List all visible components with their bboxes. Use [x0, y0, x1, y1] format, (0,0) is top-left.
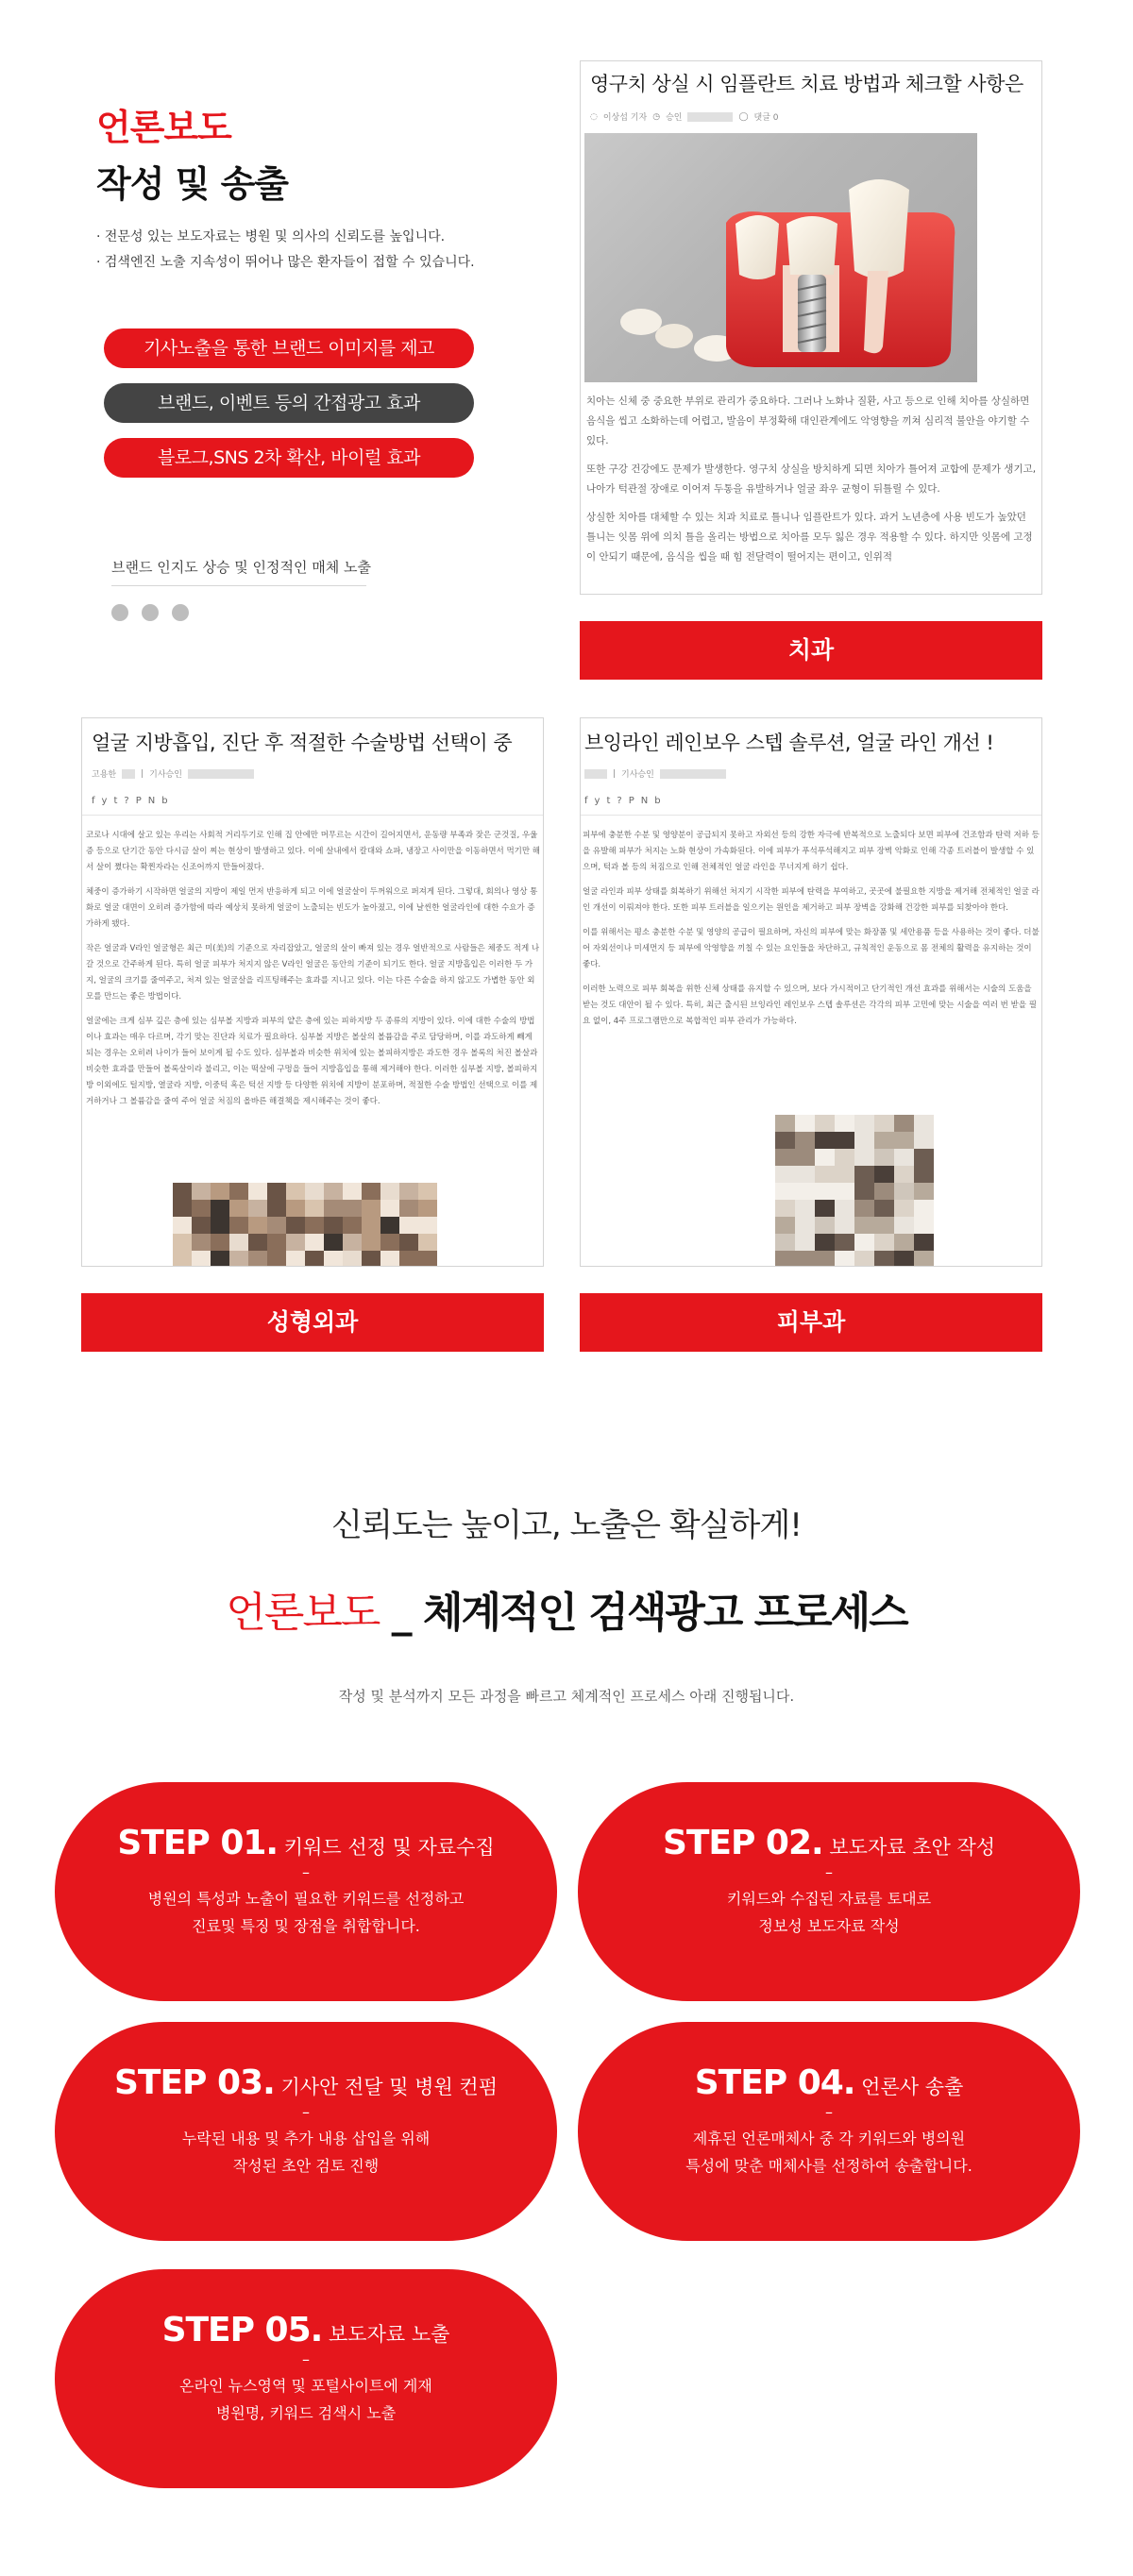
youtube-icon[interactable]: y [101, 796, 108, 806]
mosaic-tile [324, 1234, 343, 1251]
article-title: 브잉라인 레인보우 스텝 솔루션, 얼굴 라인 개선 ! [584, 732, 994, 754]
mosaic-tile [854, 1166, 874, 1183]
mosaic-tile [815, 1183, 835, 1200]
benefit-pill: 블로그,SNS 2차 확산, 바이럴 효과 [104, 438, 474, 478]
step-dash: – [302, 2350, 310, 2368]
mosaic-tile [343, 1183, 362, 1200]
mosaic-tile [914, 1217, 934, 1234]
mosaic-tile [815, 1166, 835, 1183]
naver-icon[interactable]: N [640, 796, 649, 806]
mosaic-tile [894, 1200, 914, 1217]
mosaic-tile [775, 1149, 795, 1166]
mosaic-tile [418, 1251, 437, 1267]
mosaic-tile [173, 1217, 192, 1234]
mosaic-tile [894, 1183, 914, 1200]
mosaic-tile [399, 1217, 418, 1234]
mosaic-tile [815, 1200, 835, 1217]
mosaic-tile [229, 1200, 248, 1217]
mosaic-tile [775, 1251, 795, 1267]
mosaic-tile [854, 1132, 874, 1149]
mosaic-tile [324, 1183, 343, 1200]
mosaic-tile [795, 1234, 815, 1251]
intro-bullet: · 검색엔진 노출 지속성이 뛰어나 많은 환자들이 접할 수 있습니다. [96, 255, 475, 270]
article-paragraph: 상실한 치아를 대체할 수 있는 치과 치료로 틀니나 임플란트가 있다. 과거 노년층에 사용 빈도가 높았던 틀니는 잇몸 위에 의치 틀을 올리는 방법으로 치아를 모두 잃은 경우 적용할 수 있다. 하지만 잇몸에 고정이 안되기 때문에, 음식을 씹을 때 힘 전달력이 떨어지는 편이고, 인위적 [586, 512, 1033, 563]
pixelated-photo [775, 1115, 934, 1267]
twitter-icon[interactable]: t [606, 796, 611, 806]
mosaic-tile [914, 1183, 934, 1200]
category-label-dental: 치과 [580, 621, 1042, 680]
mosaic-tile [267, 1200, 286, 1217]
process-subtitle: 신뢰도는 높이고, 노출은 확실하게! [331, 1507, 802, 1544]
article-paragraph: 치아는 신체 중 중요한 부위로 관리가 중요하다. 그러나 노화나 질환, 사고 등으로 인해 치아를 상실하면 음식을 씹고 소화하는데 어렵고, 발음이 부정확해 대인관계에도 악영향을 끼쳐 심리적 불안을 야기할 수 있다. [586, 396, 1030, 446]
mosaic-tile [418, 1200, 437, 1217]
mosaic-tile [894, 1251, 914, 1267]
section-title-black: 작성 및 송출 [96, 163, 288, 205]
process-step-3 [55, 2022, 557, 2241]
blurred-date [687, 112, 733, 122]
mosaic-tile [795, 1251, 815, 1267]
article-author: 고용한 [92, 770, 117, 780]
step-description: 정보성 보도자료 작성 [758, 1917, 900, 1935]
article-date-label: 기사승인 [621, 770, 654, 780]
pinterest-icon[interactable]: P [135, 796, 142, 806]
mosaic-tile [192, 1217, 211, 1234]
mosaic-tile [192, 1200, 211, 1217]
process-step-4 [578, 2022, 1080, 2241]
step-number: STEP 04. [694, 2063, 855, 2102]
mosaic-tile [173, 1251, 192, 1267]
step-description: 작성된 초안 검토 진행 [232, 2157, 380, 2175]
process-heading-red: 언론보도 [226, 1589, 380, 1637]
mosaic-tile [854, 1200, 874, 1217]
process-step-5 [55, 2269, 557, 2488]
mosaic-tile [874, 1234, 894, 1251]
mosaic-tile [835, 1217, 854, 1234]
twitter-icon[interactable]: t [113, 796, 118, 806]
mosaic-tile [399, 1183, 418, 1200]
mosaic-tile [854, 1251, 874, 1267]
mosaic-tile [173, 1200, 192, 1217]
mosaic-tile [854, 1217, 874, 1234]
step-title: 키워드 선정 및 자료수집 [278, 1836, 495, 1859]
mosaic-tile [211, 1251, 229, 1267]
mosaic-tile [362, 1200, 380, 1217]
article-title: 영구치 상실 시 임플란트 치료 방법과 체크할 사항은 [590, 73, 1023, 95]
mosaic-tile [894, 1217, 914, 1234]
mosaic-tile [248, 1234, 267, 1251]
mosaic-tile [835, 1234, 854, 1251]
mosaic-tile [399, 1251, 418, 1267]
mosaic-tile [211, 1217, 229, 1234]
blurred-date [188, 769, 254, 779]
dental-model-illustration [584, 133, 977, 382]
naver-icon[interactable]: N [147, 796, 156, 806]
mosaic-tile [815, 1234, 835, 1251]
mosaic-tile [894, 1132, 914, 1149]
mosaic-tile [795, 1166, 815, 1183]
mosaic-tile [418, 1183, 437, 1200]
mosaic-tile [173, 1234, 192, 1251]
facebook-icon[interactable]: f [92, 796, 95, 806]
article-comments: 댓글 0 [753, 113, 779, 123]
process-heading-separator: _ [379, 1589, 423, 1637]
mosaic-tile [914, 1200, 934, 1217]
article-meta: 고용한 | 기사승인 [92, 767, 254, 780]
mosaic-tile [874, 1115, 894, 1132]
article-author: 이상섭 기자 [602, 113, 648, 123]
mosaic-tile [399, 1234, 418, 1251]
mosaic-tile [914, 1149, 934, 1166]
mosaic-tile [286, 1183, 305, 1200]
mosaic-tile [305, 1217, 324, 1234]
mosaic-tile [305, 1234, 324, 1251]
mosaic-tile [267, 1183, 286, 1200]
mosaic-tile [835, 1183, 854, 1200]
mosaic-tile [894, 1149, 914, 1166]
mosaic-tile [874, 1166, 894, 1183]
mosaic-tile [173, 1183, 192, 1200]
pinterest-icon[interactable]: P [628, 796, 634, 806]
article-paragraph: 작은 얼굴과 V라인 얼굴형은 최근 미(美)의 기준으로 자리잡았고, 얼굴의 살이 빠져 있는 경우 얼반적으로 사람들은 체중도 적게 나갈 것으로 간주하게 된다. 특히 얼굴 피부가 처지지 않은 V라인 얼굴은 동안의 기준이 되기도 한다. 얼굴 지방흡입은 이러한 두 가지, 얼굴의 크기를 줄여주고, 처져 있는 얼굴살을 리프팅해주는 효과를 지니고 있다. 이는 다른 수술을 하지 않고도 가볍한 동안 외모를 만드는 좋은 방법이다. [86, 944, 540, 1002]
pixelated-photo [173, 1183, 437, 1267]
article-date-label: 승인 [666, 113, 683, 123]
blurred-text [122, 769, 135, 779]
mosaic-tile [914, 1166, 934, 1183]
mosaic-tile [874, 1132, 894, 1149]
step-description: 키워드와 수집된 자료를 토대로 [726, 1890, 932, 1908]
mosaic-tile [854, 1183, 874, 1200]
clock-icon: ◷ [652, 111, 661, 122]
step-number: STEP 05. [161, 2311, 323, 2349]
article-paragraph: 얼굴 라인과 피부 상태를 회복하기 위해선 처지기 시작한 피부에 탄력을 부여하고, 곳곳에 불필요한 지방을 제거해 전체적인 얼굴 라인 개선이 이뤄져야 한다. 또한 피부 트러블을 일으키는 원인을 제거하고 피부 장벽을 강화해 건강한 피부를 되찾아야 한다. [583, 887, 1040, 913]
mosaic-tile [854, 1234, 874, 1251]
comment-icon: ◯ [738, 111, 749, 122]
mosaic-tile [775, 1234, 795, 1251]
step-description: 병원의 특성과 노출이 필요한 키워드를 선정하고 [147, 1890, 465, 1908]
share-icons [92, 796, 168, 806]
mosaic-tile [835, 1149, 854, 1166]
mosaic-tile [343, 1217, 362, 1234]
mosaic-tile [305, 1200, 324, 1217]
mosaic-tile [775, 1200, 795, 1217]
mosaic-tile [775, 1115, 795, 1132]
step-title: 보도자료 노출 [322, 2323, 450, 2346]
step-dash: – [302, 2103, 310, 2121]
share-icons [584, 796, 661, 806]
mosaic-tile [211, 1183, 229, 1200]
mosaic-tile [894, 1115, 914, 1132]
mosaic-tile [775, 1217, 795, 1234]
mosaic-tile [835, 1200, 854, 1217]
mosaic-tile [854, 1115, 874, 1132]
mosaic-tile [815, 1217, 835, 1234]
blurred-date [660, 769, 726, 779]
article-card-plastic [81, 717, 544, 1267]
slider-dot[interactable] [172, 604, 189, 621]
article-card-dental [580, 60, 1042, 595]
mosaic-tile [795, 1183, 815, 1200]
mosaic-tile [874, 1251, 894, 1267]
mosaic-tile [380, 1217, 399, 1234]
article-title: 얼굴 지방흡입, 진단 후 적절한 수술방법 선택이 중 [92, 732, 513, 754]
article-date-label: 기사승인 [149, 770, 182, 780]
tagline: 브랜드 인지도 상승 및 인정적인 매체 노출 [111, 559, 371, 576]
process-description: 작성 및 분석까지 모든 과정을 빠르고 체계적인 프로세스 아래 진행됩니다. [338, 1688, 795, 1705]
mosaic-tile [362, 1217, 380, 1234]
mosaic-tile [835, 1132, 854, 1149]
step-dash: – [825, 2103, 833, 2121]
mosaic-tile [380, 1183, 399, 1200]
step-description: 병원명, 키워드 검색시 노출 [215, 2404, 397, 2422]
article-body [583, 828, 1041, 1038]
mosaic-tile [248, 1251, 267, 1267]
article-paragraph: 이를 위해서는 평소 충분한 수분 및 영양의 공급이 필요하며, 자신의 피부에 맞는 화장품 및 세안용품 등을 사용하는 것이 좋다. 더불어 자외선이나 미세먼지 등 피부에 악영향을 끼칠 수 있는 요인들을 차단하고, 규칙적인 운동으로 몸 전체의 활력을 유지하는 것이 좋다. [583, 928, 1040, 969]
mosaic-tile [795, 1115, 815, 1132]
mosaic-tile [894, 1166, 914, 1183]
mosaic-tile [192, 1251, 211, 1267]
mosaic-tile [267, 1251, 286, 1267]
mosaic-tile [248, 1217, 267, 1234]
step-description: 제휴된 언론매체사 중 각 키워드와 병의원 [692, 2130, 966, 2147]
mosaic-tile [418, 1234, 437, 1251]
slider-dot[interactable] [142, 604, 159, 621]
article-body [86, 828, 541, 1119]
mosaic-tile [815, 1251, 835, 1267]
slider-dots[interactable] [111, 604, 189, 621]
mosaic-tile [894, 1234, 914, 1251]
article-meta [590, 110, 779, 123]
mosaic-tile [229, 1251, 248, 1267]
article-paragraph: 피부에 충분한 수분 및 영양분이 공급되지 못하고 자외선 등의 강한 자극에 반복적으로 노출되다 보면 피부에 건조함과 탄력 저하 등을 유발해 피부가 처지는 노화 현상이 가속화된다. 이에 피부가 푸석푸석해지고 피부 장벽 악화로 인해 각종 트러블이 발생할 수 있으며, 턱과 볼 등의 처짐으로 인해 전체적인 얼굴 라인을 무너지게 하기 쉽다. [583, 831, 1040, 872]
intro-bullets [96, 225, 475, 276]
mosaic-tile [343, 1200, 362, 1217]
step-description: 누락된 내용 및 추가 내용 삽입을 위해 [181, 2130, 431, 2147]
article-paragraph: 또한 구강 건강에도 문제가 발생한다. 영구치 상실을 방치하게 되면 치아가 틀어져 교합에 문제가 생기고, 나아가 턱관절 장애로 이어져 두통을 유발하거나 얼굴 좌우 균형이 뒤틀릴 수 있다. [586, 463, 1037, 495]
step-number: STEP 02. [662, 1824, 823, 1862]
mosaic-tile [914, 1132, 934, 1149]
mosaic-tile [286, 1217, 305, 1234]
facebook-icon[interactable]: f [584, 796, 588, 806]
mosaic-tile [229, 1234, 248, 1251]
step-dash: – [302, 1863, 310, 1881]
step-title: 기사안 전달 및 병원 컨펌 [274, 2076, 499, 2098]
mosaic-tile [380, 1251, 399, 1267]
benefit-pill: 기사노출을 통한 브랜드 이미지를 제고 [104, 328, 474, 368]
mosaic-tile [795, 1149, 815, 1166]
article-body [586, 392, 1038, 576]
divider [82, 815, 544, 816]
mosaic-tile [815, 1115, 835, 1132]
mosaic-tile [874, 1200, 894, 1217]
user-icon: ◌ [590, 111, 598, 122]
slider-dot[interactable] [111, 604, 128, 621]
mosaic-tile [775, 1132, 795, 1149]
mosaic-tile [286, 1200, 305, 1217]
mosaic-tile [192, 1234, 211, 1251]
mosaic-tile [211, 1234, 229, 1251]
mosaic-tile [380, 1200, 399, 1217]
mosaic-tile [305, 1183, 324, 1200]
article-paragraph: 코로나 시대에 살고 있는 우리는 사회적 거리두기로 인해 집 안에만 머무르는 시간이 길어지면서, 운동량 부족과 잦은 군것질, 우울증 등으로 단기간 동안 다시금 살이 찌는 현상이 발생하고 있다. 이에 살내에서 칼대와 쇼파, 냉장고 사이만을 이동하면서 먹기만 해서 살이 쪘다는 확찐자라는 신조어까지 만들어졌다. [86, 831, 541, 872]
mosaic-tile [248, 1200, 267, 1217]
mosaic-tile [795, 1200, 815, 1217]
mosaic-tile [835, 1251, 854, 1267]
mosaic-tile [362, 1251, 380, 1267]
blog-icon[interactable]: b [654, 796, 661, 806]
section-title-red: 언론보도 [96, 107, 231, 148]
mosaic-tile [286, 1251, 305, 1267]
step-description: 특성에 맞춘 매체사를 선정하여 송출합니다. [685, 2157, 972, 2175]
mosaic-tile [815, 1132, 835, 1149]
mosaic-tile [324, 1251, 343, 1267]
category-label-derma: 피부과 [580, 1293, 1042, 1352]
mosaic-tile [267, 1234, 286, 1251]
mosaic-tile [343, 1251, 362, 1267]
mosaic-tile [192, 1183, 211, 1200]
share-icon[interactable]: ? [124, 796, 129, 806]
mosaic-tile [324, 1200, 343, 1217]
article-meta: | 기사승인 [584, 767, 726, 780]
mosaic-tile [874, 1149, 894, 1166]
mosaic-tile [775, 1183, 795, 1200]
mosaic-tile [343, 1234, 362, 1251]
blog-icon[interactable]: b [161, 796, 168, 806]
process-heading-black: 체계적인 검색광고 프로세스 [422, 1589, 907, 1637]
dental-implant-image [584, 133, 977, 382]
mosaic-tile [362, 1183, 380, 1200]
mosaic-tile [229, 1217, 248, 1234]
process-heading [0, 1578, 1133, 1639]
mosaic-tile [305, 1251, 324, 1267]
mosaic-tile [380, 1234, 399, 1251]
step-number: STEP 03. [113, 2063, 275, 2102]
step-dash: – [825, 1863, 833, 1881]
step-description: 온라인 뉴스영역 및 포털사이트에 게재 [179, 2377, 432, 2395]
mosaic-tile [795, 1132, 815, 1149]
mosaic-tile [362, 1234, 380, 1251]
youtube-icon[interactable]: y [594, 796, 600, 806]
mosaic-tile [854, 1149, 874, 1166]
mosaic-tile [815, 1149, 835, 1166]
mosaic-tile [248, 1183, 267, 1200]
share-icon[interactable]: ? [617, 796, 622, 806]
step-title: 언론사 송출 [854, 2076, 964, 2098]
mosaic-tile [286, 1234, 305, 1251]
mosaic-tile [229, 1183, 248, 1200]
mosaic-tile [795, 1217, 815, 1234]
mosaic-tile [399, 1200, 418, 1217]
mosaic-tile [211, 1200, 229, 1217]
mosaic-tile [835, 1166, 854, 1183]
mosaic-tile [775, 1166, 795, 1183]
step-number: STEP 01. [117, 1824, 279, 1862]
mosaic-tile [914, 1234, 934, 1251]
mosaic-tile [835, 1115, 854, 1132]
mosaic-tile [914, 1251, 934, 1267]
benefit-pill: 브랜드, 이벤트 등의 간접광고 효과 [104, 383, 474, 423]
step-description: 진료및 특징 및 장점을 취합합니다. [192, 1917, 420, 1935]
mosaic-tile [418, 1217, 437, 1234]
process-step-1 [55, 1782, 557, 2001]
article-paragraph: 얼굴에는 크게 심부 깊은 층에 있는 심부볼 지방과 피부의 얕은 층에 있는 피하지방 두 종류의 지방이 있다. 이에 대한 수술의 방법이나 효과는 매우 다르며, 각기 맞는 진단과 치료가 필요하다. 심부볼 지방은 볼살의 볼륨감을 주로 담당하며, 이를 과도하게 빼게 되는 경우는 오히려 나이가 들어 보이게 될 수도 있다. 심부볼과 비슷한 위치에 있는 볼피하지방은 과도한 경우 볼록의 처진 볼살과 비슷한 효과를 만들어 볼록살이라 불리고, 이는 떡살에 구멍을 들어 지방흡입을 통해 제거해야 한다. 이러한 심부볼 지방, 볼피하지방 이외에도 털지방, 열굴라 지방, 이중턱 혹은 턱선 지방 등 다양한 위치에 지방이 분포하며, 적절한 수술 방법인 선택으로 이를 제거하거나 그 볼륨감을 줄여 주어 얼굴 처짐의 올바른 해결책을 제시해주는 것이 좋다. [86, 1017, 538, 1106]
mosaic-tile [874, 1183, 894, 1200]
category-label-plastic: 성형외과 [81, 1293, 544, 1352]
article-paragraph: 체중이 증가하기 시작하면 얼굴의 지방이 제일 먼저 반응하게 되고 이에 얼굴살이 두꺼워으로 퍼져게 된다. 그렇대, 회의나 영상 통화로 얼굴 대면이 오히려 증가함에 따라 예상치 못하게 얼굴이 노출되는 빈도가 높아졌고, 이에 날씬한 얼굴라인에 대한 수요가 증가하게 됐다. [86, 887, 538, 929]
divider [581, 815, 1042, 816]
mosaic-tile [324, 1217, 343, 1234]
divider [111, 585, 366, 586]
step-title: 보도자료 초안 작성 [822, 1836, 996, 1859]
process-step-2 [578, 1782, 1080, 2001]
mosaic-tile [914, 1115, 934, 1132]
mosaic-tile [267, 1217, 286, 1234]
article-card-derma [580, 717, 1042, 1267]
article-paragraph: 이러한 노력으로 피부 회복을 위한 신체 상태를 유지할 수 있으며, 보다 가시적이고 단기적인 개선 효과를 위해서는 시술의 도움을 받는 것도 대안이 될 수 있다. 특히, 최근 출시된 브잉라인 레인보우 스텝 솔루션은 각각의 피부 고민에 맞는 시술을 여러 번 받을 필요 없이, 4주 프로그램만으로 복합적인 피부 관리가 가능하다. [583, 985, 1037, 1026]
intro-bullet: · 전문성 있는 보도자료는 병원 및 의사의 신뢰도를 높입니다. [96, 229, 446, 244]
mosaic-tile [874, 1217, 894, 1234]
blurred-author [584, 769, 607, 779]
